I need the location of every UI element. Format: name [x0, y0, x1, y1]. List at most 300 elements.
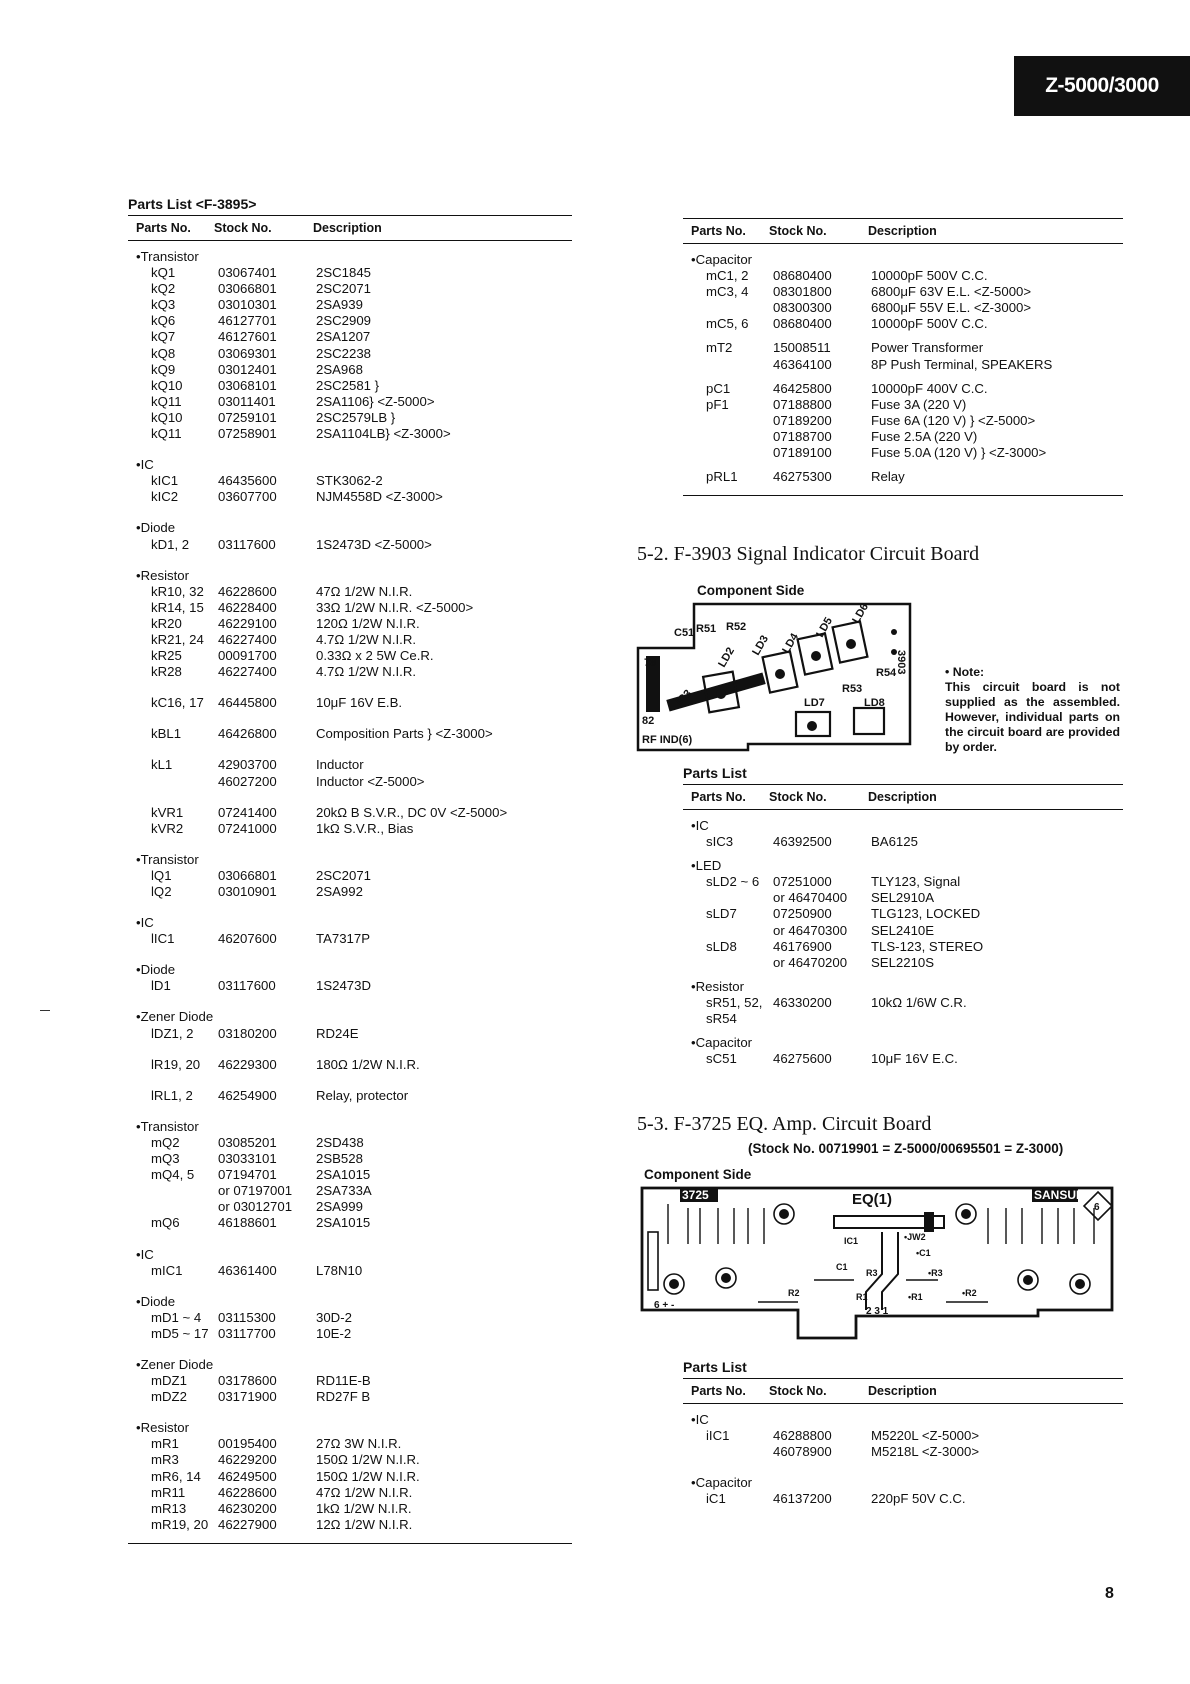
part-number: kQ1	[151, 265, 176, 281]
part-description: 33Ω 1/2W N.I.R. <Z-5000>	[316, 599, 474, 615]
part-row	[128, 1389, 572, 1405]
part-number: mR19, 20	[151, 1516, 209, 1532]
stock-number: 07251000	[773, 874, 832, 890]
stock-number: 07241000	[218, 820, 277, 836]
part-number: pRL1	[706, 469, 738, 485]
part-row	[128, 1167, 572, 1183]
part-number: kR28	[151, 664, 182, 680]
part-description: 2SC2909	[316, 313, 371, 329]
header-description: Description	[313, 221, 382, 235]
part-number: sLD8	[706, 938, 737, 954]
part-number: kIC1	[151, 473, 179, 489]
group-label: •Transistor	[136, 249, 199, 264]
board-label-c1b: •C1	[916, 1248, 931, 1258]
group-label: •Capacitor	[691, 1475, 753, 1491]
part-number: mR13	[151, 1500, 187, 1516]
board-label-r52: R52	[726, 621, 747, 633]
stock-number: 46275600	[773, 1051, 832, 1067]
stock-number: 46288800	[773, 1428, 832, 1444]
part-number: kD1, 2	[151, 536, 190, 552]
stock-number: 03066801	[218, 867, 277, 883]
stock-number: 46361400	[218, 1262, 277, 1278]
board-label-r54: R54	[876, 667, 897, 679]
part-description: 1S2473D	[316, 978, 371, 994]
part-description: RD27F B	[316, 1389, 371, 1405]
part-description: 4.7Ω 1/2W N.I.R.	[316, 631, 417, 647]
group-label: •Zener Diode	[136, 1356, 214, 1372]
part-row	[683, 923, 1123, 939]
stock-number: or 07197001	[218, 1183, 293, 1199]
stock-number: 03010901	[218, 884, 277, 899]
part-description: 12Ω 1/2W N.I.R.	[316, 1516, 413, 1532]
part-number: kQ3	[151, 297, 176, 313]
part-row	[128, 1501, 572, 1517]
part-number: mQ6	[151, 1215, 180, 1231]
part-description: 1kΩ 1/2W N.I.R.	[316, 1500, 412, 1516]
part-row	[683, 381, 1123, 397]
part-description: 2SC2238	[316, 345, 371, 361]
part-number: lDZ1, 2	[151, 1025, 194, 1041]
header-parts-no: Parts No.	[136, 221, 191, 235]
board-label-r3: R3	[866, 1268, 878, 1278]
header-description: Description	[868, 1384, 937, 1398]
stock-number: 03117600	[218, 978, 276, 994]
group-label: •Diode	[136, 1293, 176, 1309]
part-row	[128, 1517, 572, 1533]
stock-number: 42903700	[218, 757, 277, 773]
part-number: kC16, 17	[151, 695, 204, 711]
part-row	[683, 300, 1123, 316]
stock-number: 46229200	[218, 1452, 277, 1468]
part-description: 2SA999	[316, 1199, 363, 1215]
stock-number: 07259101	[218, 409, 277, 425]
board-label-ic1: IC1	[844, 1236, 859, 1246]
part-number: lRL1, 2	[151, 1087, 193, 1103]
part-row	[683, 429, 1123, 445]
part-row	[683, 1444, 1123, 1460]
stock-number: 46228600	[218, 583, 277, 599]
group-heading	[683, 1035, 1123, 1051]
part-row	[128, 1057, 572, 1073]
part-row	[128, 1026, 572, 1042]
part-number: mDZ1	[151, 1373, 187, 1389]
group-label: •Resistor	[691, 978, 744, 994]
part-number	[683, 890, 773, 906]
left-list-header	[128, 215, 572, 241]
part-description: 10000pF 400V C.C.	[871, 380, 988, 396]
group-label: •Resistor	[136, 1420, 189, 1436]
section-52-parts-list	[683, 765, 1123, 1067]
part-number: kQ7	[151, 329, 176, 345]
part-description: 2SA968	[316, 361, 363, 377]
stock-number: 07194701	[218, 1167, 277, 1183]
part-row	[128, 664, 572, 680]
stock-number: or 46470300	[773, 922, 848, 938]
group-heading	[128, 1247, 572, 1263]
part-row	[128, 805, 572, 821]
part-row	[128, 394, 572, 410]
part-row	[128, 1215, 572, 1231]
group-heading	[128, 520, 572, 536]
stock-number: 46127601	[218, 329, 277, 345]
stock-number: 08301800	[773, 284, 832, 300]
stock-number: 08680400	[773, 316, 832, 332]
part-row	[128, 1183, 572, 1199]
part-description: 2SA1015	[316, 1167, 371, 1183]
part-row	[683, 939, 1123, 955]
part-description: RD11E-B	[316, 1373, 371, 1389]
part-description: 180Ω 1/2W N.I.R.	[316, 1056, 420, 1072]
part-number: lD1	[151, 978, 171, 994]
stock-number: 46228600	[218, 1484, 277, 1500]
part-row	[683, 413, 1123, 429]
stock-number: 46249500	[218, 1468, 277, 1484]
part-row	[128, 726, 572, 742]
part-row	[128, 1199, 572, 1215]
signal-indicator-board-diagram	[636, 602, 916, 752]
board-label-6: 6	[1094, 1202, 1100, 1213]
part-description: 2SA1015	[316, 1215, 371, 1231]
part-description: 2SD438	[316, 1134, 364, 1150]
part-number	[128, 1183, 218, 1199]
part-description: 8P Push Terminal, SPEAKERS	[871, 356, 1053, 372]
part-number: kBL1	[151, 726, 182, 742]
part-number: kIC2	[151, 489, 179, 505]
board-label-ld7: LD7	[804, 697, 825, 709]
part-number: kQ2	[151, 281, 176, 297]
stock-number: 46227400	[218, 664, 277, 680]
part-description: Fuse 6A (120 V) } <Z-5000>	[871, 412, 1036, 428]
part-number	[683, 923, 773, 939]
part-number: kVR2	[151, 820, 184, 836]
part-description: Fuse 3A (220 V)	[871, 396, 967, 412]
group-label: •LED	[691, 858, 722, 874]
board-label-r3b: •R3	[928, 1268, 943, 1278]
board-label-ld8: LD8	[864, 697, 885, 709]
part-number: mC5, 6	[706, 316, 749, 332]
left-list-rows	[128, 241, 572, 1533]
part-row	[683, 1428, 1123, 1444]
group-heading	[128, 1009, 572, 1025]
part-row	[128, 584, 572, 600]
stock-number: or 46470400	[773, 890, 848, 906]
stock-number: 08300300	[773, 300, 832, 316]
part-number	[683, 413, 773, 429]
stock-number: 03607700	[218, 489, 277, 505]
stock-number: 46027200	[218, 773, 277, 789]
part-description: 2SA1207	[316, 329, 371, 345]
stock-number: 03180200	[218, 1025, 277, 1041]
part-description: Fuse 2.5A (220 V)	[871, 428, 978, 444]
stock-number: 46435600	[218, 473, 277, 489]
part-description: 2SC2071	[316, 867, 371, 883]
part-number: kQ6	[151, 313, 176, 329]
group-heading	[128, 1420, 572, 1436]
part-row	[128, 362, 572, 378]
board-label-ld6: LD6	[850, 602, 871, 626]
part-row	[683, 1011, 1123, 1027]
part-description: 10E-2	[316, 1325, 352, 1341]
part-row	[128, 1088, 572, 1104]
board-label-ld4: LD4	[780, 631, 801, 656]
part-description: 10μF 16V E.B.	[316, 695, 403, 711]
right-list-bottom-rule	[683, 495, 1123, 496]
stock-number: 07241400	[218, 804, 277, 820]
part-number: sR54	[706, 1011, 737, 1027]
part-number: mD1 ~ 4	[151, 1309, 202, 1325]
board-label-c51: C51	[674, 627, 695, 639]
part-row	[683, 906, 1123, 922]
part-description: 47Ω 1/2W N.I.R.	[316, 1484, 413, 1500]
part-number: lR19, 20	[151, 1056, 201, 1072]
part-row	[128, 537, 572, 553]
header-parts-no: Parts No.	[691, 1384, 746, 1398]
header-stock-no: Stock No.	[769, 790, 827, 804]
part-row	[683, 995, 1123, 1011]
part-description: Relay, protector	[316, 1087, 409, 1103]
part-row	[128, 410, 572, 426]
stock-number: 03033101	[218, 1151, 277, 1167]
board-label-sansui: SANSUI	[1034, 1188, 1080, 1202]
board-label-ld3: LD3	[750, 633, 771, 658]
stock-number: 07258901	[218, 426, 277, 442]
group-label: •Zener Diode	[136, 1009, 214, 1025]
part-description: 2SA992	[316, 884, 363, 899]
part-description: 6800μF 55V E.L. <Z-3000>	[871, 300, 1032, 316]
part-row	[128, 1469, 572, 1485]
part-number: mQ4, 5	[151, 1167, 195, 1183]
part-description: 10000pF 500V C.C.	[871, 268, 988, 284]
part-description: 2SA939	[316, 297, 363, 313]
part-row	[683, 316, 1123, 332]
part-number: mR1	[151, 1436, 179, 1452]
header-parts-no: Parts No.	[691, 790, 746, 804]
part-row	[128, 978, 572, 994]
section-53-title: 5-3. F-3725 EQ. Amp. Circuit Board	[637, 1113, 932, 1135]
board-label-6pm: 6 + -	[654, 1300, 675, 1311]
part-number: mQ2	[151, 1134, 180, 1150]
stock-number: 46392500	[773, 834, 832, 850]
part-number: kL1	[151, 757, 173, 773]
stock-number: 03069301	[218, 345, 277, 361]
part-number: lQ1	[151, 867, 172, 883]
stock-number: 46228400	[218, 599, 277, 615]
part-description: 150Ω 1/2W N.I.R.	[316, 1468, 420, 1484]
stock-number: 46275300	[773, 469, 832, 485]
part-description: 1kΩ S.V.R., Bias	[316, 820, 414, 836]
part-row	[683, 445, 1123, 461]
part-row	[128, 473, 572, 489]
group-heading	[128, 249, 572, 265]
group-heading	[683, 818, 1123, 834]
part-number: mR3	[151, 1452, 179, 1468]
part-row	[128, 1373, 572, 1389]
part-number: iIC1	[706, 1428, 730, 1444]
part-row	[128, 1485, 572, 1501]
part-description: 0.33Ω x 2 5W Ce.R.	[316, 648, 434, 664]
left-list-bottom-rule	[128, 1543, 572, 1544]
board-label-c1: C1	[836, 1262, 848, 1272]
stock-number	[773, 1011, 871, 1027]
part-number: sLD7	[706, 906, 737, 922]
stock-number: 46127701	[218, 313, 277, 329]
part-number: pC1	[706, 380, 731, 396]
part-row	[128, 1452, 572, 1468]
part-number: kR14, 15	[151, 599, 204, 615]
part-description: 30D-2	[316, 1309, 352, 1325]
part-row	[128, 616, 572, 632]
part-row	[128, 884, 572, 900]
part-description: Inductor	[316, 757, 364, 773]
part-description: M5220L <Z-5000>	[871, 1428, 980, 1444]
group-label: •Resistor	[136, 567, 189, 583]
part-row	[128, 1263, 572, 1279]
part-row	[128, 1151, 572, 1167]
stock-number: 46137200	[773, 1491, 832, 1507]
stock-number: or 46470200	[773, 954, 848, 970]
part-row	[128, 281, 572, 297]
stock-number: 07188700	[773, 428, 832, 444]
part-description: TLS-123, STEREO	[871, 938, 984, 954]
header-stock-no: Stock No.	[769, 1384, 827, 1398]
stock-number: or 03012701	[218, 1199, 293, 1215]
part-description: 20kΩ B S.V.R., DC 0V <Z-5000>	[316, 804, 508, 820]
stock-number: 46188601	[218, 1215, 277, 1231]
group-label: •Transistor	[136, 1118, 199, 1134]
group-label: •Transistor	[136, 851, 199, 867]
part-row	[128, 632, 572, 648]
part-description: 220pF 50V C.C.	[871, 1491, 966, 1507]
group-heading	[683, 858, 1123, 874]
section-52-component-side: Component Side	[697, 583, 805, 598]
part-description: 10kΩ 1/6W C.R.	[871, 994, 967, 1010]
part-number	[683, 1444, 773, 1460]
part-description: M5218L <Z-3000>	[871, 1444, 980, 1460]
part-description: 6800μF 63V E.L. <Z-5000>	[871, 284, 1032, 300]
part-number: kQ11	[151, 393, 182, 409]
section-52-list-header	[683, 784, 1123, 810]
part-description: 27Ω 3W N.I.R.	[316, 1436, 402, 1452]
part-row	[128, 1135, 572, 1151]
stock-number: 46445800	[218, 695, 277, 711]
part-row	[683, 340, 1123, 356]
section-52-parts-list-title: Parts List	[683, 765, 747, 781]
part-description: Fuse 5.0A (120 V) } <Z-3000>	[871, 445, 1047, 461]
group-heading	[128, 1119, 572, 1135]
part-description: 10000pF 500V C.C.	[871, 316, 988, 332]
part-row	[683, 890, 1123, 906]
section-52-title: 5-2. F-3903 Signal Indicator Circuit Board	[637, 543, 980, 565]
group-heading	[683, 979, 1123, 995]
part-description: Inductor <Z-5000>	[316, 773, 425, 789]
board-label-rf-ind: RF IND(6)	[642, 734, 693, 746]
part-row	[128, 265, 572, 281]
stock-number: 46426800	[218, 726, 277, 742]
part-number: mDZ2	[151, 1389, 187, 1405]
stock-number: 46207600	[218, 931, 277, 947]
stock-number: 03066801	[218, 281, 277, 297]
group-heading	[128, 1294, 572, 1310]
part-number	[128, 1199, 218, 1215]
part-number: kR25	[151, 648, 182, 664]
section-53-list-rows	[683, 1404, 1123, 1507]
section-53-parts-list	[683, 1359, 1123, 1507]
right-list-rows	[683, 244, 1123, 485]
part-description: 47Ω 1/2W N.I.R.	[316, 583, 413, 599]
left-parts-list	[128, 196, 572, 1544]
board-label-ld2: LD2	[716, 645, 737, 670]
part-description: 4.7Ω 1/2W N.I.R.	[316, 664, 417, 680]
board-label-r51: R51	[696, 623, 717, 635]
part-row	[128, 757, 572, 773]
part-number	[683, 357, 773, 373]
part-number	[683, 300, 773, 316]
stock-number: 46364100	[773, 356, 832, 372]
part-description: SEL2910A	[871, 890, 935, 906]
part-number: sR51, 52,	[706, 994, 763, 1010]
part-number	[683, 955, 773, 971]
stock-number: 03171900	[218, 1389, 277, 1405]
board-label-jw2: •JW2	[904, 1232, 926, 1242]
part-description: STK3062-2	[316, 473, 383, 489]
part-description: SEL2410E	[871, 922, 935, 938]
group-label: •IC	[136, 457, 154, 473]
part-row	[128, 868, 572, 884]
board-label-eq1: EQ(1)	[852, 1191, 893, 1208]
stock-number: 00195400	[218, 1436, 277, 1452]
group-heading	[683, 252, 1123, 268]
stock-number: 03115300	[218, 1309, 276, 1325]
header-description: Description	[868, 224, 937, 238]
part-description: 150Ω 1/2W N.I.R.	[316, 1452, 420, 1468]
right-list-header	[683, 218, 1123, 244]
part-description: Relay	[871, 469, 905, 485]
part-row	[128, 821, 572, 837]
part-number	[683, 429, 773, 445]
part-description: 1S2473D <Z-5000>	[316, 536, 432, 552]
section-53-parts-list-title: Parts List	[683, 1359, 747, 1375]
group-label: •IC	[136, 915, 154, 931]
part-row	[128, 695, 572, 711]
group-label: •IC	[691, 1412, 709, 1427]
part-number: mQ3	[151, 1151, 180, 1167]
part-row	[128, 297, 572, 313]
part-number: mC1, 2	[706, 268, 749, 284]
part-number: lQ2	[151, 884, 172, 899]
group-heading	[128, 915, 572, 931]
part-number: mT2	[706, 340, 733, 356]
part-number: sLD2 ~ 6	[706, 874, 760, 890]
part-description: BA6125	[871, 834, 918, 850]
part-number: mIC1	[151, 1262, 183, 1278]
stock-number: 46425800	[773, 380, 832, 396]
part-number: mC3, 4	[706, 284, 749, 300]
part-row	[683, 397, 1123, 413]
part-description: 2SC2579LB }	[316, 409, 396, 425]
part-number: kR21, 24	[151, 631, 204, 647]
stock-number: 07189100	[773, 445, 832, 461]
stock-number: 07189200	[773, 412, 832, 428]
group-label: •IC	[136, 1246, 154, 1262]
part-number: kR20	[151, 615, 182, 631]
stock-number: 07188800	[773, 396, 832, 412]
stock-number: 46078900	[773, 1444, 832, 1460]
board-note: • Note: This circuit board is not supplied as the assembled. However, individual parts on the circuit board are provided by order.	[945, 665, 1120, 754]
part-description: 2SC2581 }	[316, 377, 380, 393]
board-label-78: 78	[644, 657, 657, 669]
board-label-r2: R2	[788, 1288, 800, 1298]
board-label-3903: 3903	[895, 650, 907, 675]
